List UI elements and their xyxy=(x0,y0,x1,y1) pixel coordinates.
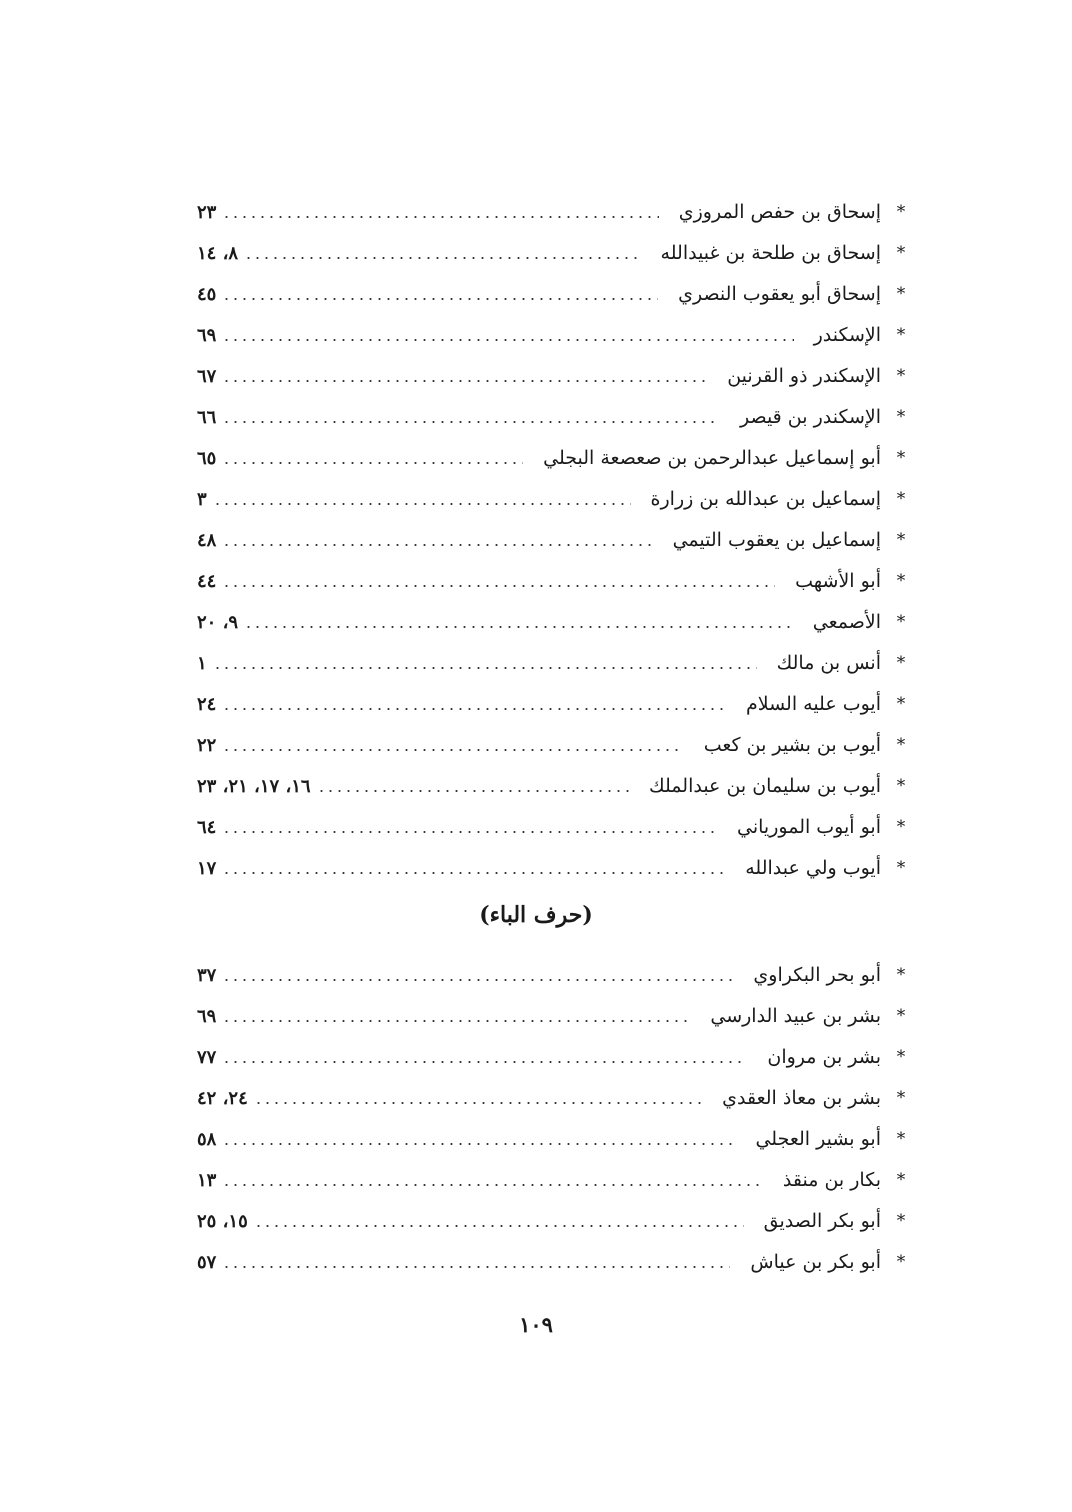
dot-leader xyxy=(222,585,775,587)
bullet-star-icon: * xyxy=(896,776,906,796)
entry-name: بشر بن معاذ العقدي xyxy=(722,1087,881,1109)
entry-pages: ٢٣ xyxy=(197,202,217,223)
bullet-star-icon: * xyxy=(896,448,906,468)
dot-leader xyxy=(222,1061,747,1063)
dot-leader xyxy=(222,872,725,874)
entry-pages: ٦٩ xyxy=(197,1006,217,1027)
bullet-star-icon: * xyxy=(896,858,906,878)
entry-name: أيوب ولي عبدالله xyxy=(745,857,881,879)
page-number: ١٠٩ xyxy=(519,1312,553,1337)
index-entry xyxy=(195,1078,915,1119)
dot-leader xyxy=(222,831,717,833)
index-entry xyxy=(195,1160,915,1201)
index-entry xyxy=(195,438,915,479)
dot-leader xyxy=(222,708,726,710)
entry-name: أيوب عليه السلام xyxy=(745,693,881,715)
dot-leader xyxy=(222,298,658,300)
entry-pages: ٦٦ xyxy=(197,407,217,428)
entry-name: أبو أيوب المورياني xyxy=(737,816,881,838)
entry-name: بشر بن مروان xyxy=(767,1046,881,1068)
entry-name: أنس بن مالك xyxy=(776,652,881,674)
entry-pages: ١٧ xyxy=(197,858,217,879)
entry-name: إسحاق بن حفص المروزي xyxy=(678,201,881,223)
entry-pages: ٦٥ xyxy=(197,448,217,469)
index-entry xyxy=(195,1242,915,1283)
bullet-star-icon: * xyxy=(896,1047,906,1067)
entry-pages: ٧٧ xyxy=(197,1047,217,1068)
index-entry xyxy=(195,766,915,807)
entry-name: أبو إسماعيل عبدالرحمن بن صعصعة البجلي xyxy=(543,447,881,469)
entry-pages: ٣٧ xyxy=(197,965,217,986)
dot-leader xyxy=(222,749,683,751)
entry-name: أبو بشير العجلي xyxy=(755,1128,881,1150)
bullet-star-icon: * xyxy=(896,735,906,755)
bullet-star-icon: * xyxy=(896,1252,906,1272)
bullet-star-icon: * xyxy=(896,1129,906,1149)
dot-leader xyxy=(222,1266,730,1268)
section-heading: (حرف الباء) xyxy=(479,902,593,928)
dot-leader xyxy=(222,380,707,382)
entry-name: الأصمعي xyxy=(812,611,881,633)
entry-pages: ٨، ١٤ xyxy=(197,243,239,264)
entry-name: أبو بكر الصديق xyxy=(763,1210,881,1232)
bullet-star-icon: * xyxy=(896,817,906,837)
bullet-star-icon: * xyxy=(896,1006,906,1026)
entry-name: أيوب بن بشير بن كعب xyxy=(703,734,881,756)
entry-pages: ٤٥ xyxy=(197,284,217,305)
bullet-star-icon: * xyxy=(896,1088,906,1108)
entry-pages: ٥٧ xyxy=(197,1252,217,1273)
dot-leader xyxy=(222,1184,763,1186)
bullet-star-icon: * xyxy=(896,612,906,632)
entry-name: الإسكندر ذو القرنين xyxy=(727,365,881,387)
index-list-ba xyxy=(195,955,915,1283)
bullet-star-icon: * xyxy=(896,202,906,222)
bullet-star-icon: * xyxy=(896,530,906,550)
index-entry xyxy=(195,996,915,1037)
entry-pages: ٤٨ xyxy=(197,530,217,551)
index-entry xyxy=(195,479,915,520)
index-entry xyxy=(195,725,915,766)
entry-pages: ٢٢ xyxy=(197,735,217,756)
dot-leader xyxy=(222,544,652,546)
index-entry xyxy=(195,315,915,356)
entry-name: أيوب بن سليمان بن عبدالملك xyxy=(649,775,881,797)
entry-name: الإسكندر بن قيصر xyxy=(739,406,881,428)
dot-leader xyxy=(222,979,733,981)
index-entry xyxy=(195,233,915,274)
dot-leader xyxy=(254,1225,744,1227)
bullet-star-icon: * xyxy=(896,366,906,386)
entry-pages: ٦٩ xyxy=(197,325,217,346)
index-entry xyxy=(195,807,915,848)
index-entry xyxy=(195,397,915,438)
index-entry xyxy=(195,1037,915,1078)
entry-name: أبو الأشهب xyxy=(795,570,881,592)
entry-name: الإسكندر xyxy=(813,324,881,346)
index-entry xyxy=(195,1119,915,1160)
index-entry xyxy=(195,356,915,397)
dot-leader xyxy=(244,257,640,259)
entry-pages: ٩، ٢٠ xyxy=(197,612,239,633)
entry-name: إسحاق أبو يعقوب النصري xyxy=(678,283,881,305)
dot-leader xyxy=(222,1020,690,1022)
bullet-star-icon: * xyxy=(896,653,906,673)
entry-name: إسحاق بن طلحة بن غبيدالله xyxy=(660,242,881,264)
index-entry xyxy=(195,848,915,889)
entry-pages: ١٣ xyxy=(197,1170,217,1191)
entry-pages: ٢٤، ٤٢ xyxy=(197,1088,248,1109)
dot-leader xyxy=(317,790,629,792)
dot-leader xyxy=(222,339,793,341)
entry-pages: ٤٤ xyxy=(197,571,217,592)
bullet-star-icon: * xyxy=(896,694,906,714)
index-entry xyxy=(195,602,915,643)
entry-pages: ٣ xyxy=(197,489,207,510)
entry-name: بكار بن منقذ xyxy=(782,1169,881,1191)
dot-leader xyxy=(244,626,793,628)
dot-leader xyxy=(213,503,631,505)
bullet-star-icon: * xyxy=(896,489,906,509)
dot-leader xyxy=(222,216,658,218)
dot-leader xyxy=(213,667,757,669)
bullet-star-icon: * xyxy=(896,1170,906,1190)
bullet-star-icon: * xyxy=(896,1211,906,1231)
bullet-star-icon: * xyxy=(896,407,906,427)
index-entry xyxy=(195,1201,915,1242)
entry-name: أبو بكر بن عياش xyxy=(750,1251,881,1273)
bullet-star-icon: * xyxy=(896,965,906,985)
bullet-star-icon: * xyxy=(896,284,906,304)
entry-name: إسماعيل بن عبدالله بن زرارة xyxy=(650,488,881,510)
dot-leader xyxy=(222,421,720,423)
entry-pages: ١٦، ١٧، ٢١، ٢٣ xyxy=(197,776,311,797)
dot-leader xyxy=(222,1143,735,1145)
index-entry xyxy=(195,684,915,725)
entry-pages: ٦٧ xyxy=(197,366,217,387)
entry-pages: ١ xyxy=(197,653,207,674)
index-entry xyxy=(195,274,915,315)
entry-pages: ١٥، ٢٥ xyxy=(197,1211,248,1232)
index-entry xyxy=(195,520,915,561)
entry-pages: ٦٤ xyxy=(197,817,217,838)
dot-leader xyxy=(222,462,523,464)
entry-name: بشر بن عبيد الدارسي xyxy=(710,1005,881,1027)
dot-leader xyxy=(254,1102,702,1104)
bullet-star-icon: * xyxy=(896,243,906,263)
index-list-alif xyxy=(195,192,915,889)
entry-name: إسماعيل بن يعقوب التيمي xyxy=(672,529,881,551)
index-entry xyxy=(195,192,915,233)
index-entry xyxy=(195,561,915,602)
entry-pages: ٥٨ xyxy=(197,1129,217,1150)
bullet-star-icon: * xyxy=(896,571,906,591)
entry-pages: ٢٤ xyxy=(197,694,217,715)
bullet-star-icon: * xyxy=(896,325,906,345)
index-entry xyxy=(195,955,915,996)
entry-name: أبو بحر البكراوي xyxy=(753,964,881,986)
index-entry xyxy=(195,643,915,684)
